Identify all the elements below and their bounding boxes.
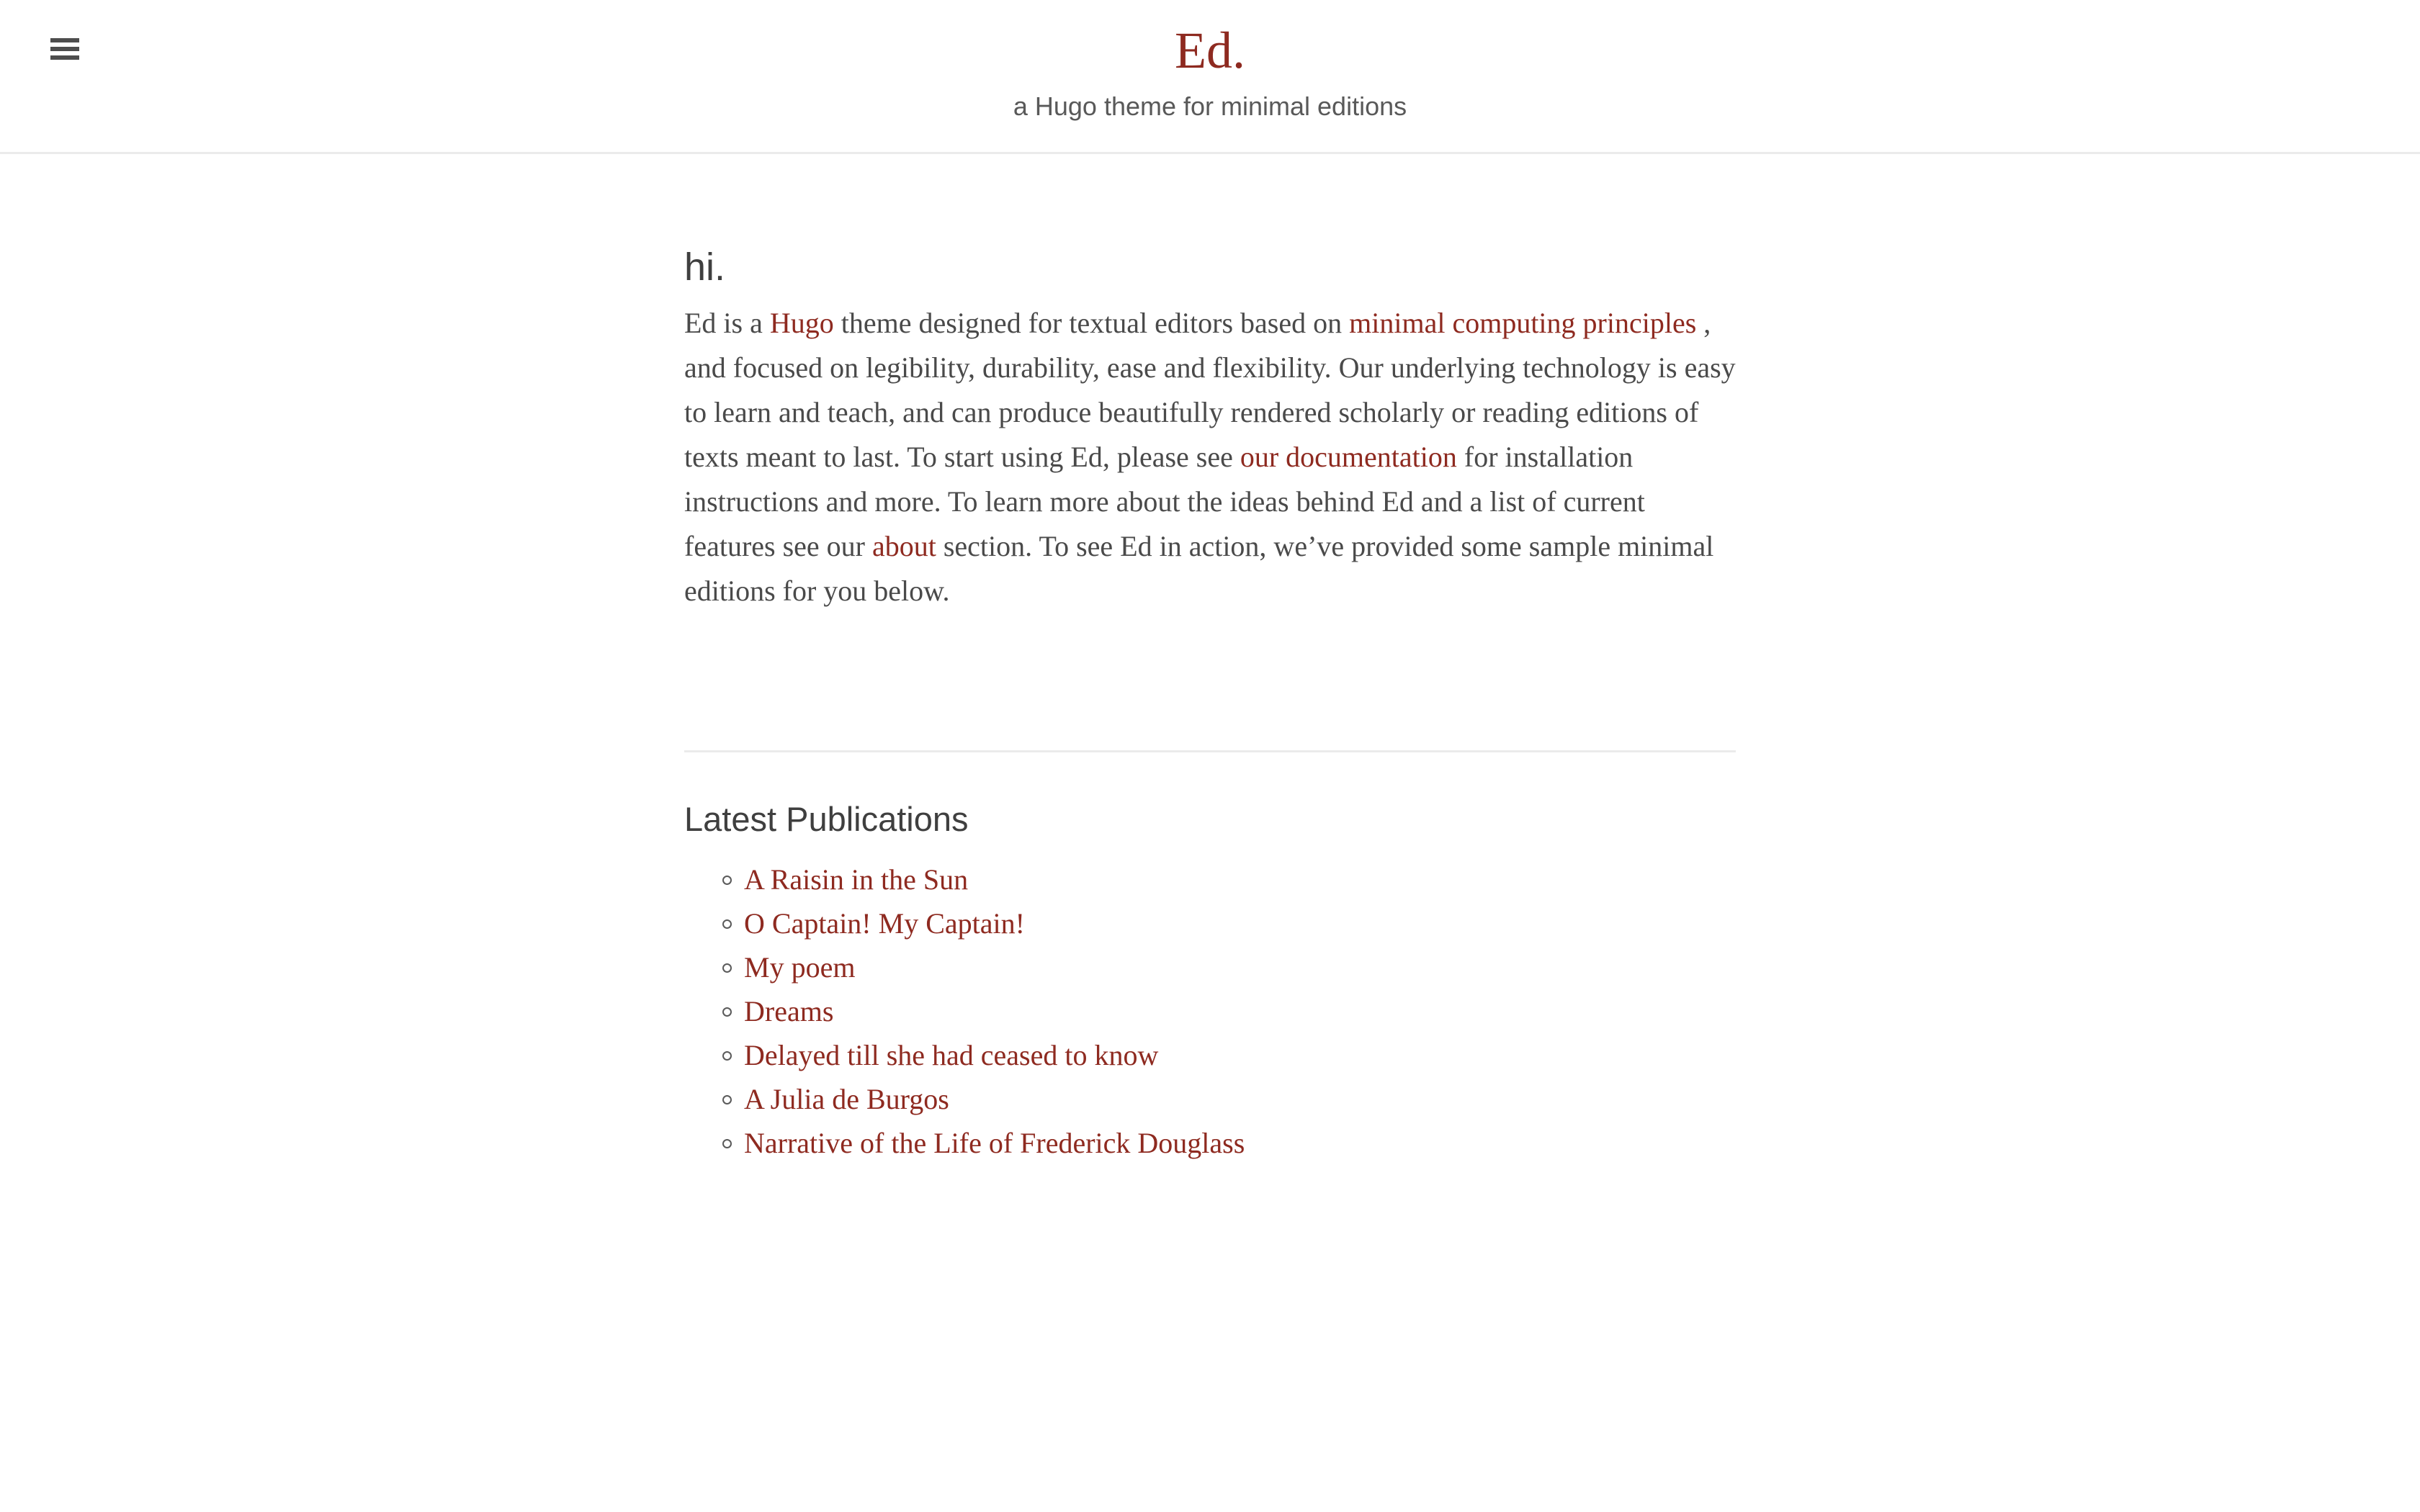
paragraph-text: Ed is a <box>684 307 770 340</box>
site-header <box>0 0 2420 154</box>
publication-list-item <box>744 1121 1736 1165</box>
paragraph-text: , and focused on legibility, durability, ease and flexibility. Our underlying technology is easy to learn and teach, and can produce beautifully rendered scholarly or reading editions of texts meant to last. To start using Ed, please see <box>684 307 1736 474</box>
publication-link[interactable]: My poem <box>744 951 856 984</box>
publications-list <box>684 858 1736 1165</box>
publication-list-item <box>744 858 1736 901</box>
publication-link[interactable]: O Captain! My Captain! <box>744 907 1025 940</box>
intro-paragraph <box>684 301 1736 613</box>
paragraph-text: for installation instructions and more. To learn more about the ideas behind Ed and a list of current features see our <box>684 441 1645 563</box>
main-content <box>684 245 1736 1165</box>
site-title-link[interactable]: Ed. <box>1175 22 1245 79</box>
page-title: hi. <box>684 246 726 289</box>
publication-list-item <box>744 901 1736 945</box>
latest-publications-heading: Latest Publications <box>684 800 969 839</box>
publication-list-item <box>744 945 1736 989</box>
publication-link[interactable]: A Raisin in the Sun <box>744 863 969 896</box>
hamburger-bar <box>50 47 79 51</box>
site-subtitle: a Hugo theme for minimal editions <box>1013 91 1407 121</box>
publication-list-item <box>744 1077 1736 1121</box>
publication-list-item <box>744 1033 1736 1077</box>
publication-link[interactable]: Narrative of the Life of Frederick Douglass <box>744 1127 1245 1160</box>
inline-link[interactable]: about <box>871 530 936 563</box>
inline-link[interactable]: our documentation <box>1240 441 1457 474</box>
inline-link[interactable]: minimal computing principles <box>1349 307 1697 340</box>
paragraph-text: theme designed for textual editors based on <box>833 307 1350 340</box>
publication-link[interactable]: Delayed till she had ceased to know <box>744 1039 1159 1072</box>
menu-hamburger-icon[interactable] <box>50 38 79 60</box>
publication-link[interactable]: A Julia de Burgos <box>744 1083 949 1116</box>
section-divider <box>684 750 1736 752</box>
publication-link[interactable]: Dreams <box>744 995 834 1028</box>
inline-link[interactable]: Hugo <box>769 307 834 340</box>
publication-list-item <box>744 989 1736 1033</box>
paragraph-text: section. To see Ed in action, we’ve provided some sample minimal editions for you below. <box>684 530 1714 608</box>
hamburger-bar <box>50 55 79 60</box>
hamburger-bar <box>50 38 79 42</box>
